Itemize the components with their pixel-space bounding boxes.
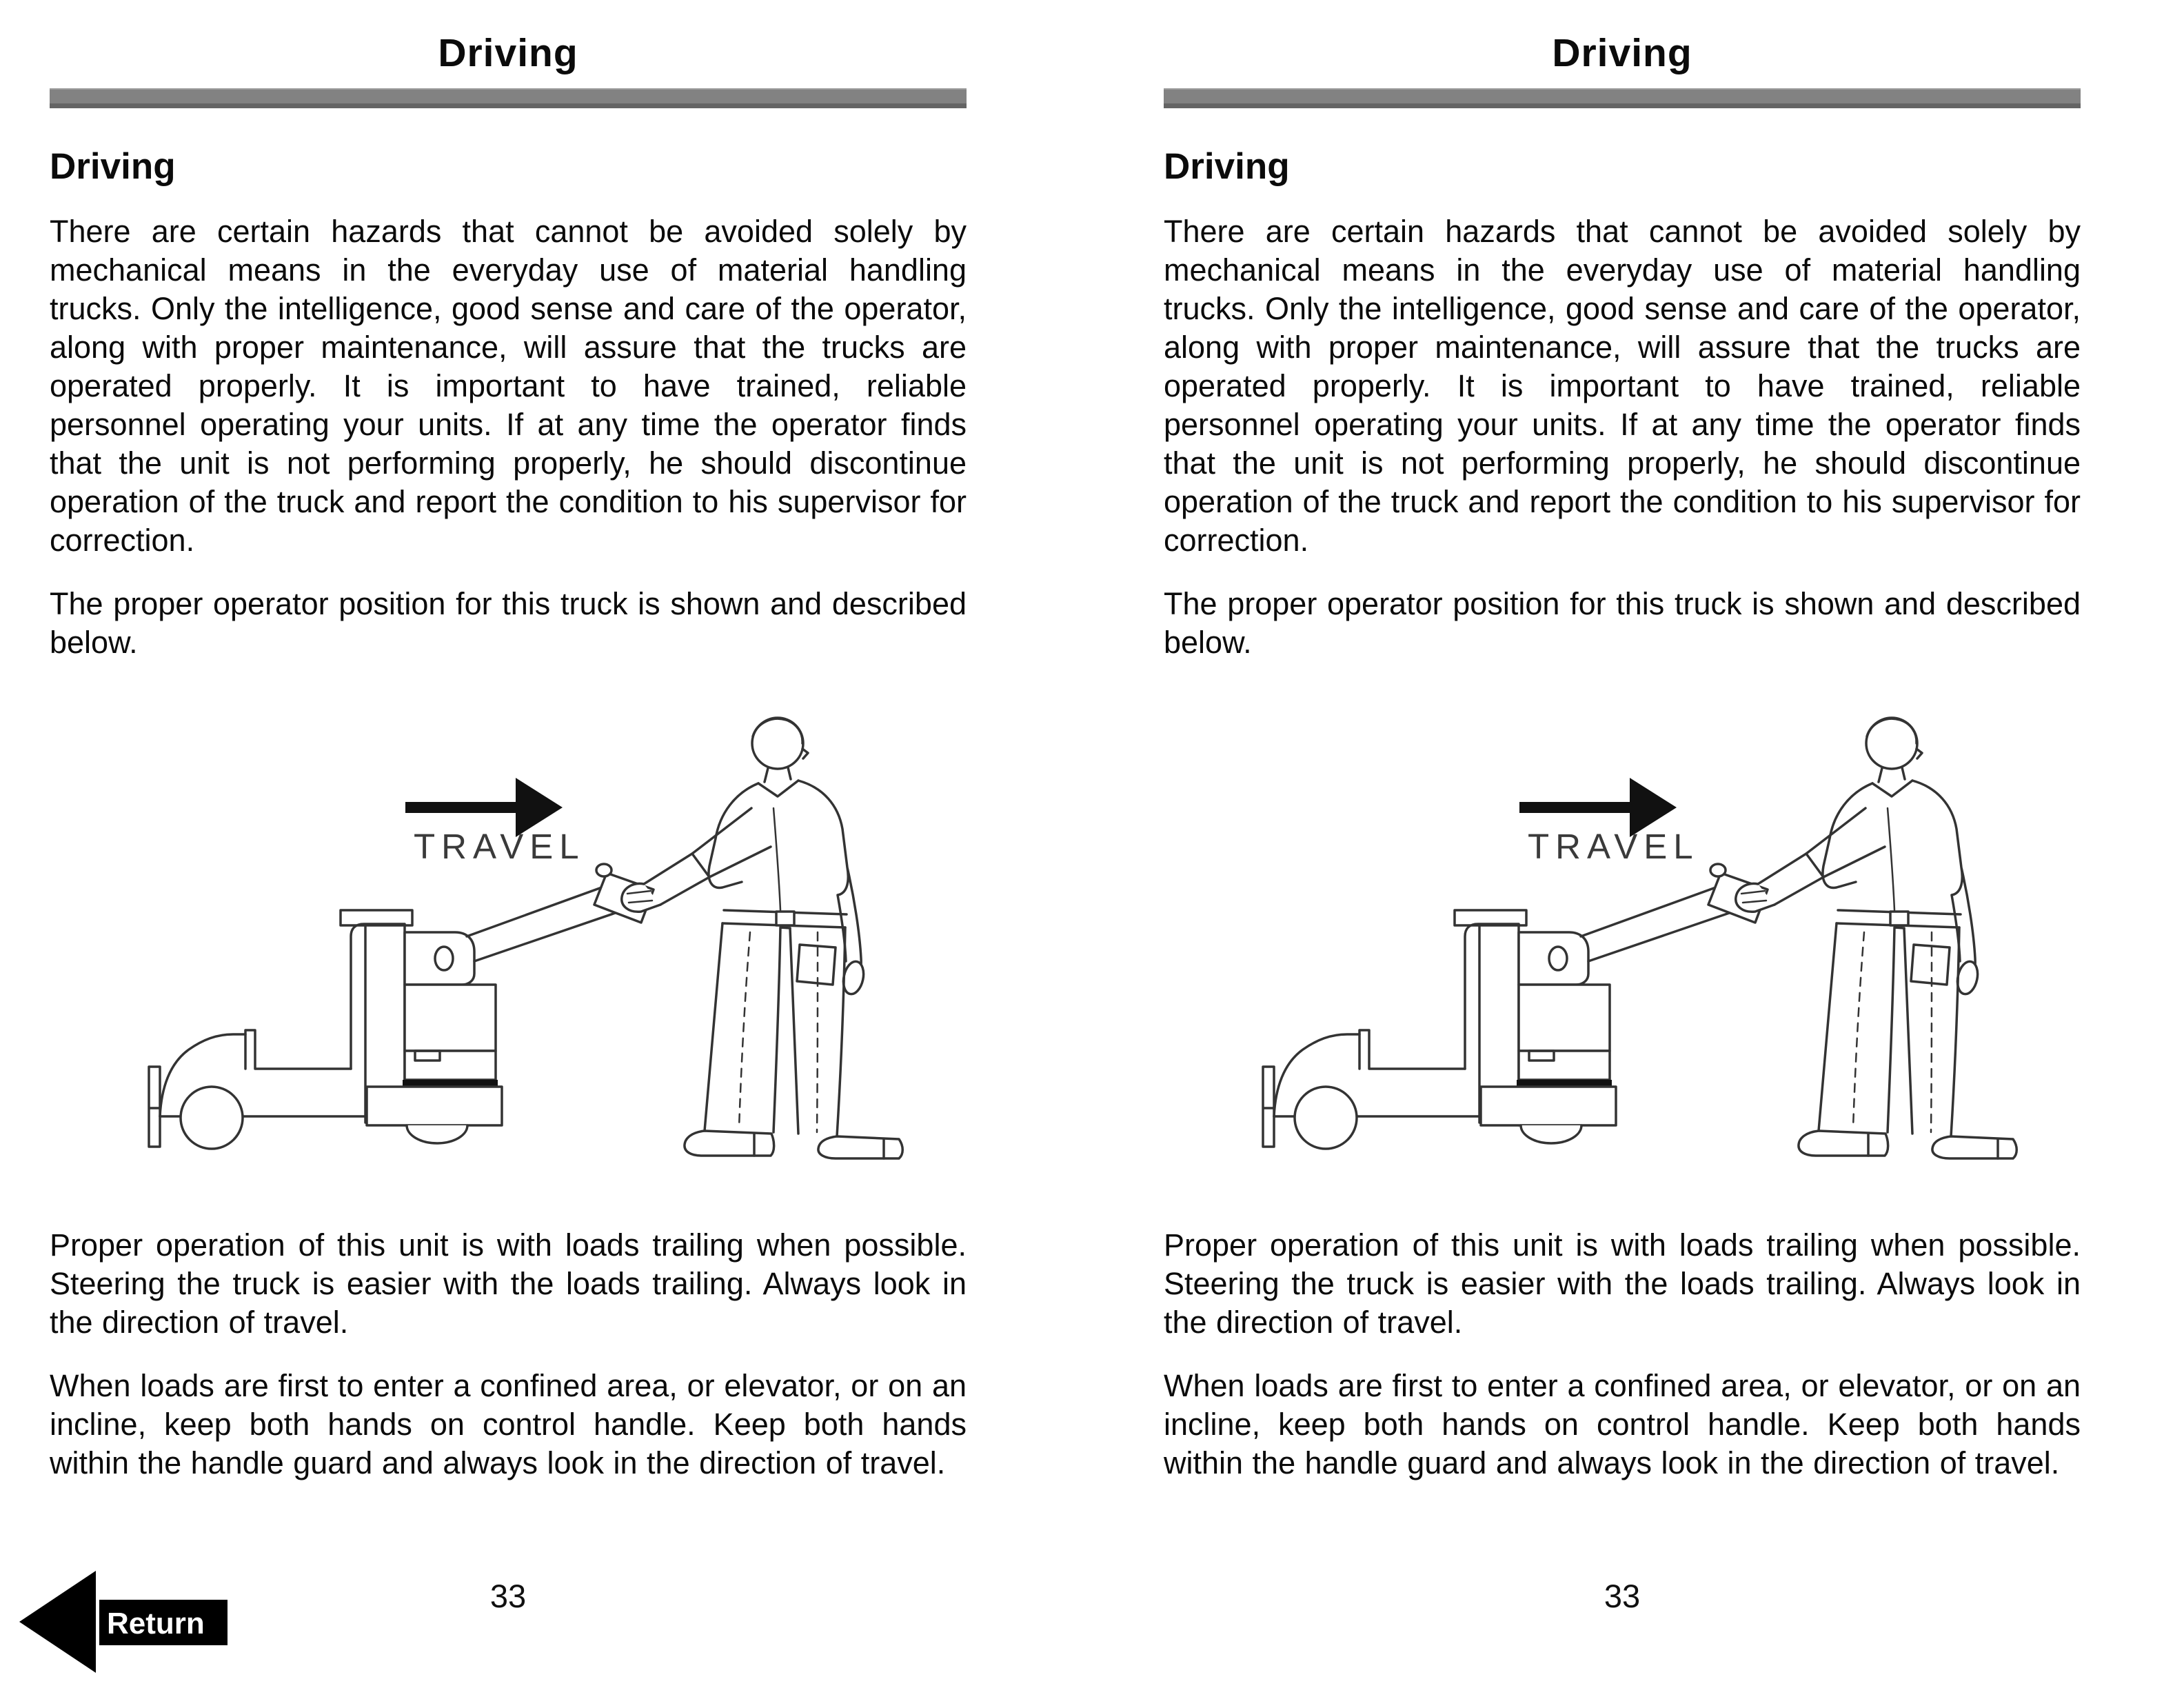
page-title: Driving [438,31,578,75]
title-rule [1164,88,2081,108]
operator-truck-illustration [1205,705,2053,1180]
travel-direction-label: TRAVEL [414,827,585,866]
section-heading: Driving [50,146,176,187]
page-right [1092,0,2184,1688]
page-number: 33 [489,1578,527,1614]
paragraph: The proper operator position for this truck is shown and described below. [1164,586,2081,660]
paragraph: There are certain hazards that cannot be avoided solely by mechanical means in the everyday use of material handling trucks. Only the intelligence, good sense and care of the operator, along with proper maintenance, will assure that the trucks are operated properly. It is important to have trained, reliable personnel operating your units. If at any time the operator finds that the unit is not performing properly, he should discontinue operation of the truck and report the condition to his supervisor for correction. [50,214,967,558]
return-button[interactable] [15,1567,232,1677]
operator-truck-illustration [91,705,939,1180]
title-rule [50,88,967,108]
paragraph: The proper operator position for this truck is shown and described below. [50,586,967,660]
paragraph: Proper operation of this unit is with loads trailing when possible. Steering the truck is easier with the loads trailing. Always look in the direction of travel. [50,1227,967,1340]
paragraph: When loads are first to enter a confined area, or elevator, or on an incline, keep both hands on control handle. Keep both hands within the handle guard and always look in the direction of travel. [50,1368,967,1480]
paragraph: Proper operation of this unit is with loads trailing when possible. Steering the truck is easier with the loads trailing. Always look in the direction of travel. [1164,1227,2081,1340]
page-number: 33 [1604,1578,1641,1614]
section-heading: Driving [1164,146,1290,187]
paragraph: When loads are first to enter a confined area, or elevator, or on an incline, keep both hands on control handle. Keep both hands within the handle guard and always look in the direction of travel. [1164,1368,2081,1480]
paragraph: There are certain hazards that cannot be avoided solely by mechanical means in the everyday use of material handling trucks. Only the intelligence, good sense and care of the operator, along with proper maintenance, will assure that the trucks are operated properly. It is important to have trained, reliable personnel operating your units. If at any time the operator finds that the unit is not performing properly, he should discontinue operation of the truck and report the condition to his supervisor for correction. [1164,214,2081,558]
return-button-label: Return [107,1607,205,1640]
operator-position-figure [91,705,939,1180]
operator-position-figure [1205,705,2053,1180]
travel-direction-label: TRAVEL [1528,827,1699,866]
page-title: Driving [1552,31,1692,75]
